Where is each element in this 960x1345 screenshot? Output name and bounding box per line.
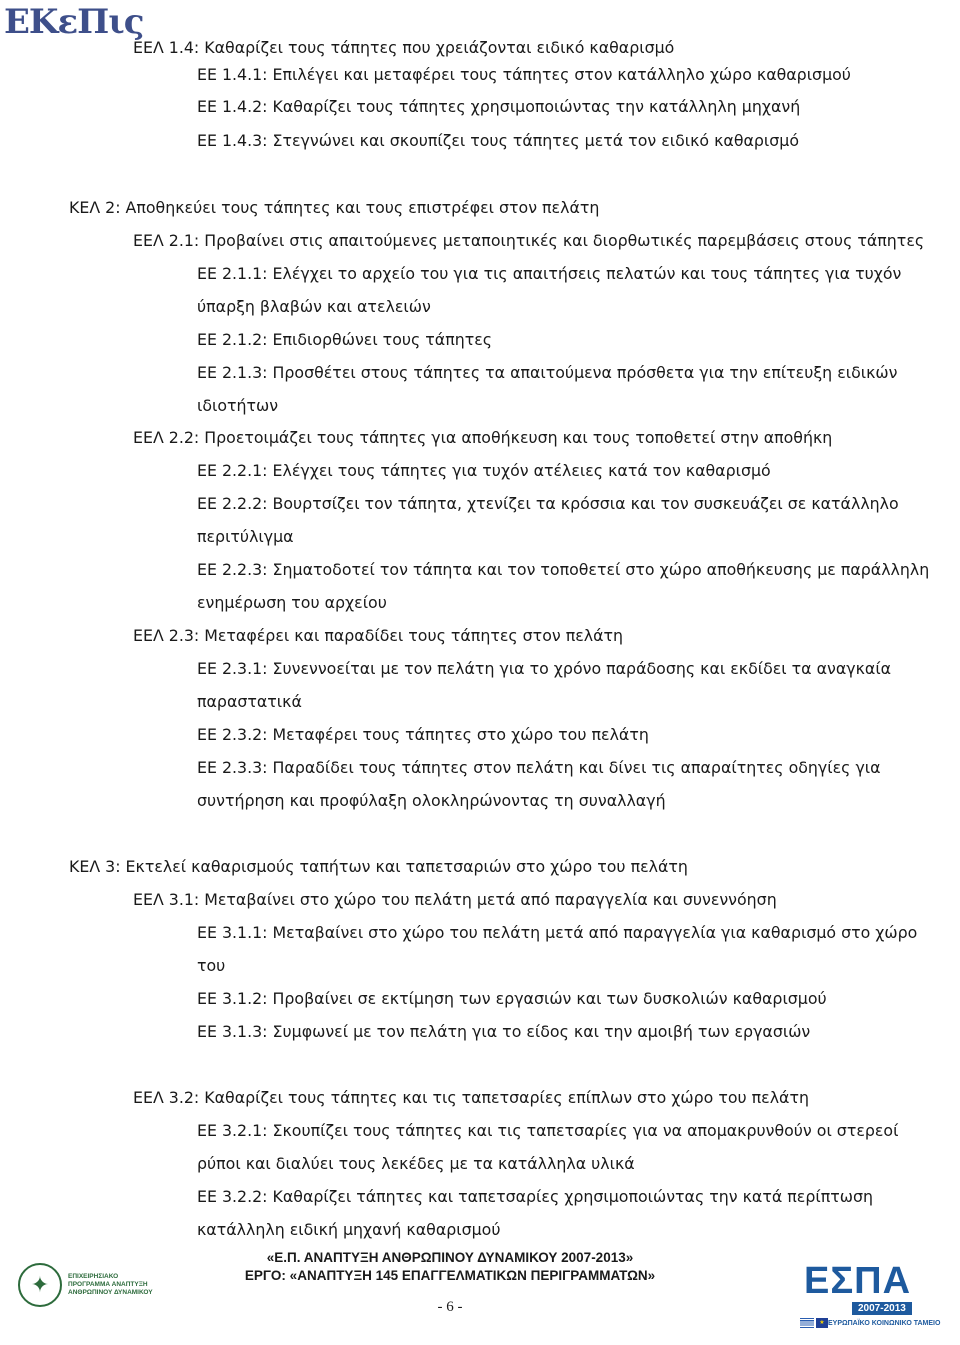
text-line: ΕΕ 3.1.3: Συμφωνεί με τον πελάτη για το είδος και την αμοιβή των εργασιών	[197, 1022, 811, 1041]
footer-project-line: ΕΡΓΟ: «ΑΝΑΠΤΥΞΗ 145 ΕΠΑΓΓΕΛΜΑΤΙΚΩΝ ΠΕΡΙΓΡΑΜΜΑΤΩΝ»	[244, 1268, 656, 1283]
text-line: ιδιοτήτων	[197, 396, 279, 415]
text-line: ΕΕΛ 1.4: Καθαρίζει τους τάπητες που χρειάζονται ειδικό καθαρισμό	[133, 38, 675, 57]
text-line: ΕΕ 2.3.2: Μεταφέρει τους τάπητες στο χώρο του πελάτη	[197, 725, 649, 744]
eu-flag-icon: ★	[816, 1318, 828, 1328]
text-line: ΕΕΛ 2.2: Προετοιμάζει τους τάπητες για αποθήκευση και τους τοποθετεί στην αποθήκη	[133, 428, 833, 447]
ekepis-logo	[4, 2, 143, 42]
star-icon: ✦	[18, 1263, 62, 1307]
text-line: ΕΕ 2.1.1: Ελέγχει το αρχείο του για τις απαιτήσεις πελατών και τους τάπητες για τυχόν	[197, 264, 902, 283]
text-line: ΕΕΛ 3.1: Μεταβαίνει στο χώρο του πελάτη μετά από παραγγελία και συνεννόηση	[133, 890, 777, 909]
text-line: κατάλληλη ειδική μηχανή καθαρισμού	[197, 1220, 501, 1239]
text-line: παραστατικά	[197, 692, 302, 711]
text-line: ενημέρωση του αρχείου	[197, 593, 387, 612]
text-line: ΚΕΛ 3: Εκτελεί καθαρισμούς ταπήτων και ταπετσαριών στο χώρο του πελάτη	[69, 857, 688, 876]
espa-fund-text: ΕΥΡΩΠΑΪΚΟ ΚΟΙΝΩΝΙΚΟ ΤΑΜΕΙΟ	[828, 1320, 941, 1327]
text-line: ΕΕ 3.2.1: Σκουπίζει τους τάπητες και τις ταπετσαρίες για να απομακρυνθούν οι στερεοί	[197, 1121, 899, 1140]
text-line: ΕΕ 2.1.3: Προσθέτει στους τάπητες τα απαιτούμενα πρόσθετα για την επίτευξη ειδικών	[197, 363, 898, 382]
page-number: - 6 -	[437, 1299, 463, 1315]
programme-logo-text: ΕΠΙΧΕΙΡΗΣΙΑΚΟ ΠΡΟΓΡΑΜΜΑ ΑΝΑΠΤΥΞΗ ΑΝΘΡΩΠΙΝΟΥ ΔΥΝΑΜΙΚΟΥ	[68, 1273, 153, 1296]
espa-logo	[792, 1252, 952, 1342]
text-line: ΕΕ 1.4.1: Επιλέγει και μεταφέρει τους τάπητες στον κατάλληλο χώρο καθαρισμού	[197, 65, 851, 84]
text-line: ρύποι και διαλύει τους λεκέδες με τα κατάλληλα υλικά	[197, 1154, 635, 1173]
text-line: ΕΕ 2.3.1: Συνεννοείται με τον πελάτη για το χρόνο παράδοσης και εκδίδει τα αναγκαία	[197, 659, 892, 678]
text-line: ΕΕ 1.4.2: Καθαρίζει τους τάπητες χρησιμοποιώντας την κατάλληλη μηχανή	[197, 97, 801, 116]
text-line: ΕΕΛ 2.1: Προβαίνει στις απαιτούμενες μεταποιητικές και διορθωτικές παρεμβάσεις στους τάπητες	[133, 231, 925, 250]
text-line: ΕΕ 3.1.2: Προβαίνει σε εκτίμηση των εργασιών και των δυσκολιών καθαρισμού	[197, 989, 827, 1008]
text-line: ΕΕ 2.2.1: Ελέγχει τους τάπητες για τυχόν ατέλειες κατά τον καθαρισμό	[197, 461, 771, 480]
text-line: ΕΕΛ 2.3: Μεταφέρει και παραδίδει τους τάπητες στον πελάτη	[133, 626, 624, 645]
logo-text: ΕΚεΠις	[4, 2, 144, 42]
text-line: ΕΕ 2.2.2: Βουρτσίζει τον τάπητα, χτενίζει τα κρόσσια και τον συσκευάζει σε κατάλληλο	[197, 494, 899, 513]
operational-programme-logo	[18, 1262, 158, 1308]
text-line: του	[197, 956, 226, 975]
text-line: ΕΕ 2.2.3: Σηματοδοτεί τον τάπητα και τον τοποθετεί στο χώρο αποθήκευσης με παράλληλη	[197, 560, 930, 579]
footer-programme-line: «Ε.Π. ΑΝΑΠΤΥΞΗ ΑΝΘΡΩΠΙΝΟΥ ΔΥΝΑΜΙΚΟΥ 2007-2013»	[266, 1250, 634, 1265]
espa-years: 2007-2013	[852, 1302, 912, 1315]
text-line: συντήρηση και προφύλαξη ολοκληρώνοντας τη συναλλαγή	[197, 791, 666, 810]
text-line: ΕΕ 1.4.3: Στεγνώνει και σκουπίζει τους τάπητες μετά τον ειδικό καθαρισμό	[197, 131, 799, 150]
greek-flag-icon	[800, 1318, 814, 1328]
text-line: ΕΕ 2.3.3: Παραδίδει τους τάπητες στον πελάτη και δίνει τις απαραίτητες οδηγίες για	[197, 758, 881, 777]
espa-wordmark: ΕΣΠΑ	[804, 1260, 912, 1302]
text-line: ΕΕΛ 3.2: Καθαρίζει τους τάπητες και τις ταπετσαρίες επίπλων στο χώρο του πελάτη	[133, 1088, 809, 1107]
text-line: περιτύλιγμα	[197, 527, 294, 546]
text-line: ΕΕ 2.1.2: Επιδιορθώνει τους τάπητες	[197, 330, 493, 349]
text-line: ύπαρξη βλαβών και ατελειών	[197, 297, 431, 316]
text-line: ΚΕΛ 2: Αποθηκεύει τους τάπητες και τους επιστρέφει στον πελάτη	[69, 198, 600, 217]
text-line: ΕΕ 3.1.1: Μεταβαίνει στο χώρο του πελάτη μετά από παραγγελία για καθαρισμό στο χώρο	[197, 923, 918, 942]
text-line: ΕΕ 3.2.2: Καθαρίζει τάπητες και ταπετσαρίες χρησιμοποιώντας την κατά περίπτωση	[197, 1187, 873, 1206]
